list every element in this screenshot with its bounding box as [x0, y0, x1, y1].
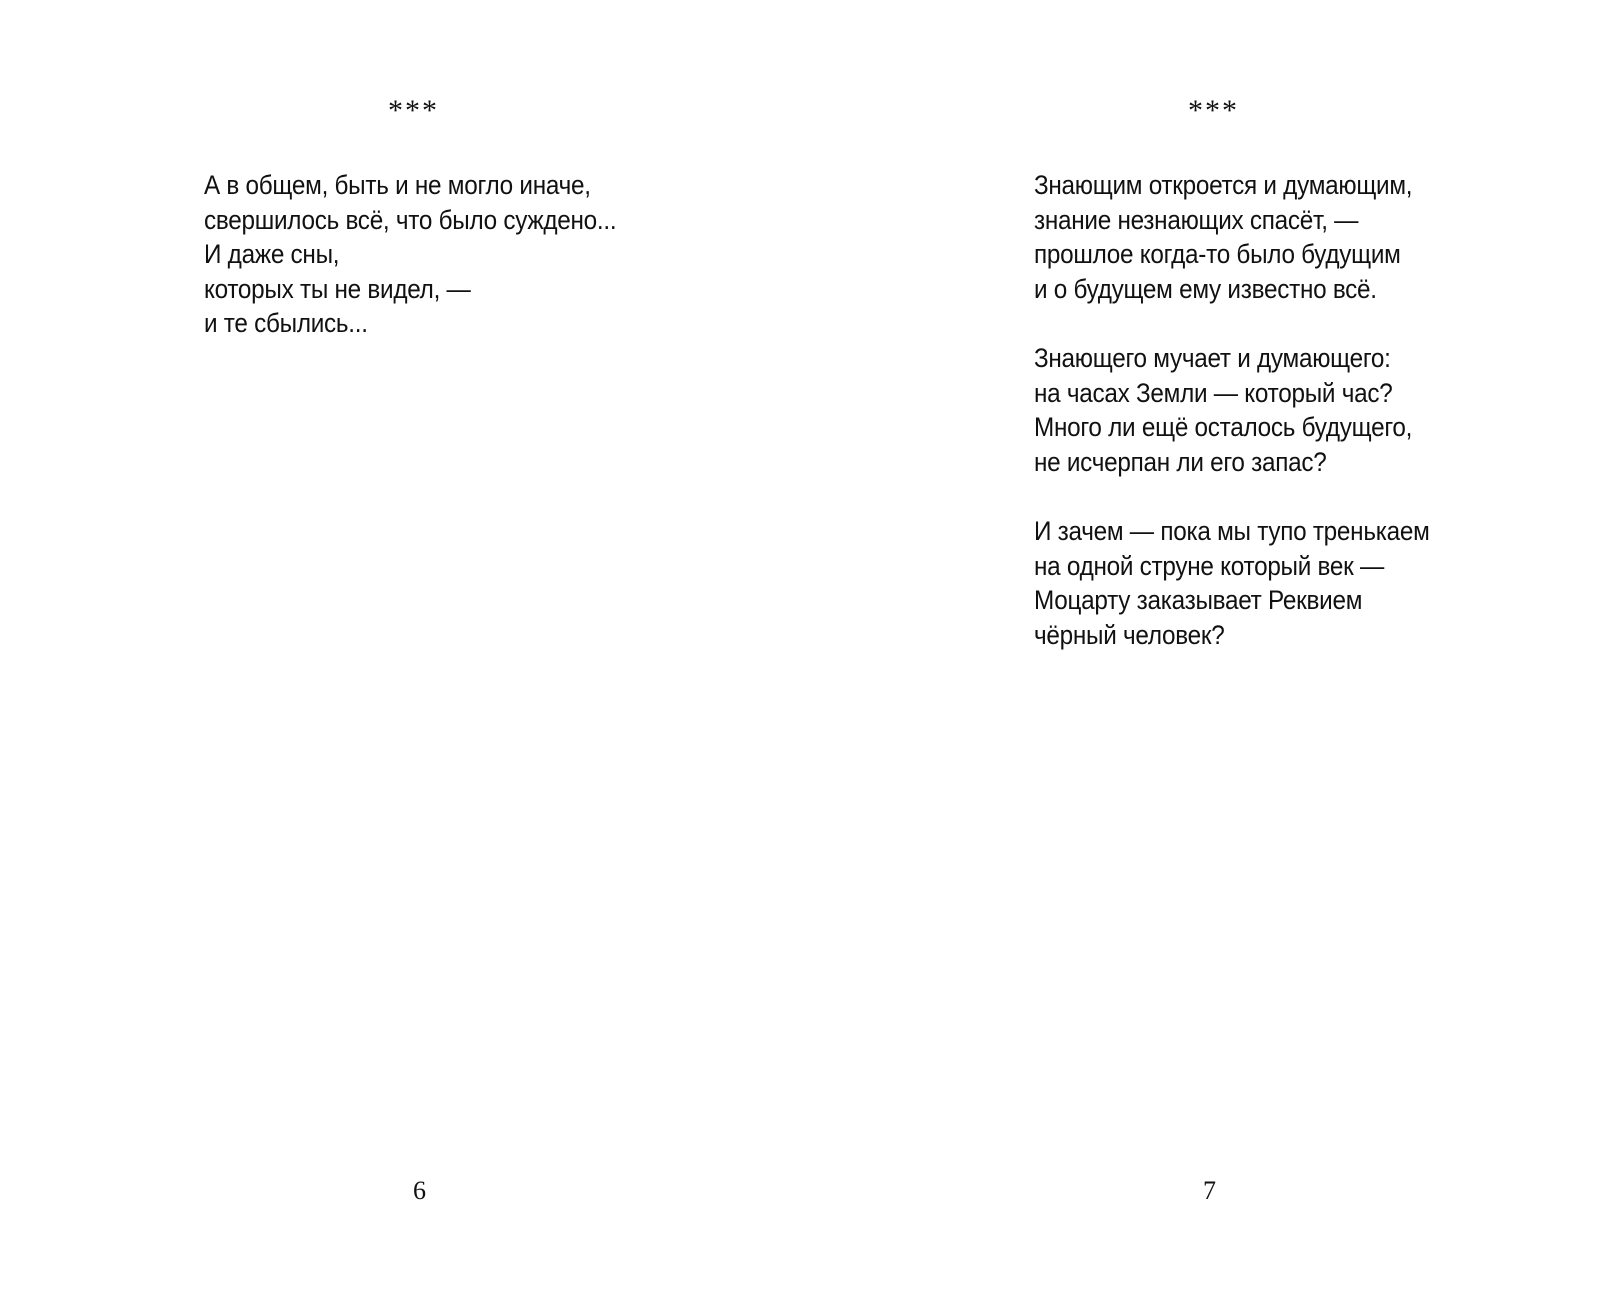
right-page: [806, 0, 1611, 1308]
poem-line: которых ты не видел, —: [204, 273, 471, 304]
poem-line: на одной струне который век —: [1034, 550, 1385, 581]
section-ornament: ***: [1188, 94, 1239, 127]
poem: [1034, 168, 1430, 652]
section-ornament: ***: [388, 94, 439, 127]
poem-line: И даже сны,: [204, 239, 340, 270]
left-page: [0, 0, 805, 1308]
poem-line: и о будущем ему известно всё.: [1034, 273, 1377, 304]
poem-line: А в общем, быть и не могло иначе,: [204, 170, 591, 200]
poem-line: не исчерпан ли его запас?: [1034, 446, 1327, 477]
stanza: [1034, 514, 1430, 652]
poem-line: знание незнающих спасёт, —: [1034, 204, 1359, 235]
page-number: 6: [413, 1176, 426, 1205]
poem-line: Моцарту заказывает Реквием: [1034, 585, 1363, 616]
poem: [204, 168, 616, 341]
poem-line: и те сбылись...: [204, 308, 368, 339]
poem-line: Много ли ещё осталось будущего,: [1034, 412, 1413, 443]
poem-line: прошлое когда-то было будущим: [1034, 239, 1401, 270]
stanza: [1034, 341, 1430, 479]
poem-line: Знающего мучает и думающего:: [1034, 342, 1391, 373]
poem-line: свершилось всё, что было суждено...: [204, 204, 617, 235]
poem-line: И зачем — пока мы тупо тренькаем: [1034, 515, 1430, 546]
poem-line: на часах Земли — который час?: [1034, 377, 1393, 408]
stanza: [1034, 168, 1430, 306]
page-number: 7: [1203, 1176, 1216, 1205]
stanza: [204, 168, 616, 341]
poem-line: Знающим откроется и думающим,: [1034, 170, 1413, 200]
poem-line: чёрный человек?: [1034, 619, 1225, 650]
